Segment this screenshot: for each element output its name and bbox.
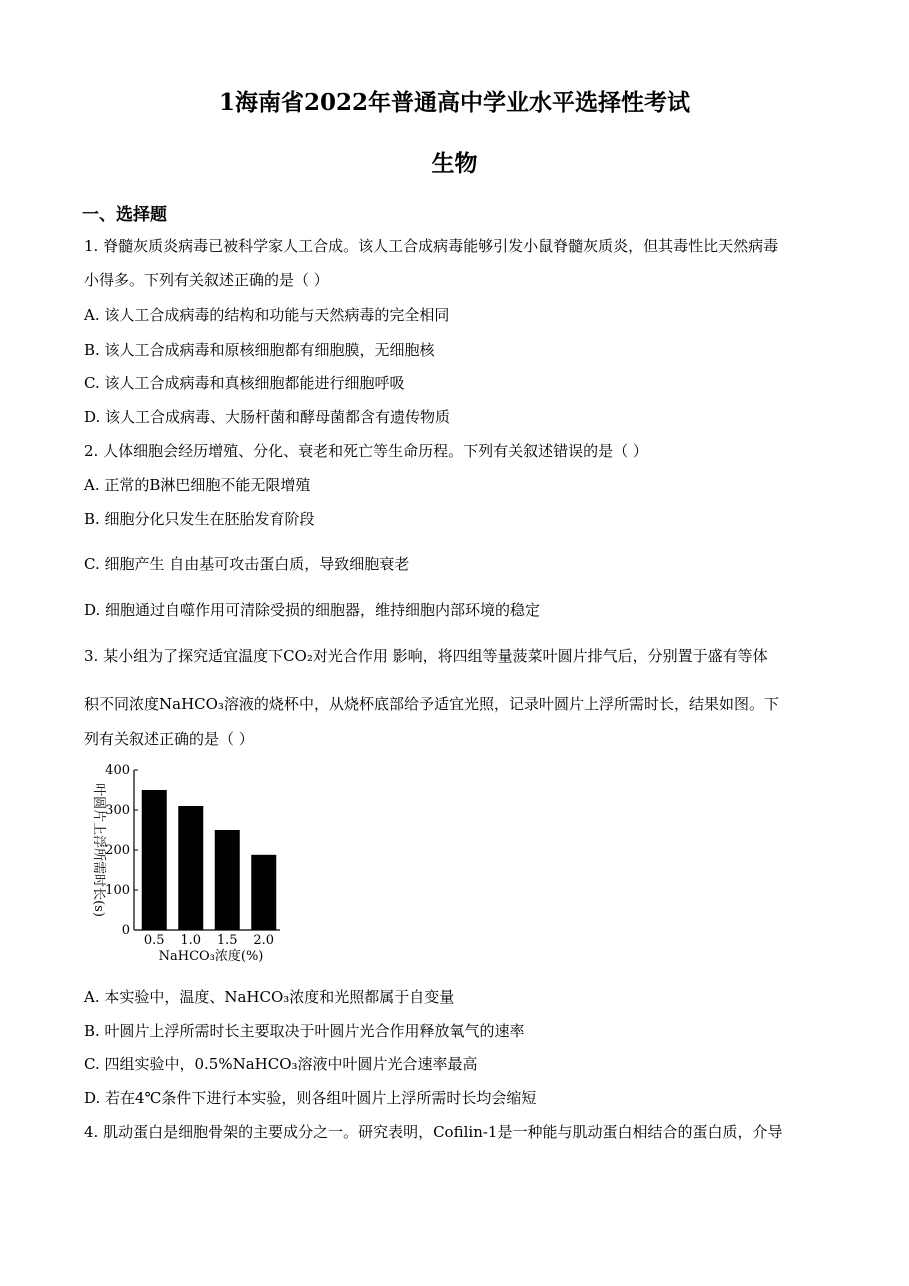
question-4-stem: 4. 肌动蛋白是细胞骨架的主要成分之一。研究表明，Cofilin-1是一种能与肌动蛋白相结合的蛋白质，介导 — [84, 1123, 783, 1141]
question-3-option-c: C. 四组实验中，0.5%NaHCO₃溶液中叶圆片光合速率最高 — [84, 1055, 478, 1073]
question-2-option-d: D. 细胞通过自噬作用可清除受损的细胞器，维持细胞内部环境的稳定 — [84, 601, 541, 619]
x-tick-label: 2.0 — [253, 933, 275, 948]
question-1-option-b: B. 该人工合成病毒和原核细胞都有细胞膜，无细胞核 — [84, 341, 435, 359]
question-1-stem-cont: 小得多。下列有关叙述正确的是（ ） — [84, 271, 329, 289]
y-axis-label: 叶圆片上浮所需时长(s) — [91, 783, 106, 917]
question-3-option-d: D. 若在4℃条件下进行本实验，则各组叶圆片上浮所需时长均会缩短 — [84, 1089, 537, 1107]
bar — [142, 790, 167, 930]
y-tick-label: 400 — [105, 763, 130, 778]
y-tick-label: 0 — [121, 923, 130, 938]
x-axis-label: NaHCO₃浓度(%) — [158, 949, 264, 964]
question-2-option-c: C. 细胞产生 自由基可攻击蛋白质，导致细胞衰老 — [84, 555, 410, 573]
x-tick-label: 1.5 — [216, 933, 238, 948]
question-2-option-a: A. 正常的B淋巴细胞不能无限增殖 — [84, 476, 311, 494]
bar — [215, 830, 240, 930]
question-2-option-b: B. 细胞分化只发生在胚胎发育阶段 — [84, 510, 315, 528]
question-1-option-d: D. 该人工合成病毒、大肠杆菌和酵母菌都含有遗传物质 — [84, 408, 451, 426]
bar-chart — [82, 756, 292, 971]
y-tick-label: 200 — [105, 843, 130, 858]
question-3-stem: 3. 某小组为了探究适宜温度下CO₂对光合作用 影响，将四组等量菠菜叶圆片排气后，分别置于盛有等体 — [84, 647, 768, 665]
page-title: 1海南省2022年普通高中学业水平选择性考试 — [218, 89, 691, 116]
y-tick-label: 300 — [105, 803, 130, 818]
bar — [178, 806, 203, 930]
section-heading: 一、选择题 — [82, 205, 167, 225]
question-2-stem: 2. 人体细胞会经历增殖、分化、衰老和死亡等生命历程。下列有关叙述错误的是（ ） — [84, 442, 648, 460]
question-1-option-c: C. 该人工合成病毒和真核细胞都能进行细胞呼吸 — [84, 374, 405, 392]
x-tick-label: 1.0 — [180, 933, 202, 948]
question-1-option-a: A. 该人工合成病毒的结构和功能与天然病毒的完全相同 — [84, 306, 450, 324]
question-1-stem: 1. 脊髓灰质炎病毒已被科学家人工合成。该人工合成病毒能够引发小鼠脊髓灰质炎，但其毒性比天然病毒 — [84, 237, 779, 255]
question-3-option-b: B. 叶圆片上浮所需时长主要取决于叶圆片光合作用释放氧气的速率 — [84, 1022, 525, 1040]
subject-title: 生物 — [431, 150, 478, 177]
question-3-stem-cont: 积不同浓度NaHCO₃溶液的烧杯中，从烧杯底部给予适宜光照，记录叶圆片上浮所需时长，结果如图。下 — [84, 695, 779, 713]
y-tick-label: 100 — [105, 883, 130, 898]
question-3-stem-end: 列有关叙述正确的是（ ） — [84, 730, 254, 748]
question-3-option-a: A. 本实验中，温度、NaHCO₃浓度和光照都属于自变量 — [84, 988, 455, 1006]
bar — [251, 855, 276, 930]
x-tick-label: 0.5 — [143, 933, 165, 948]
